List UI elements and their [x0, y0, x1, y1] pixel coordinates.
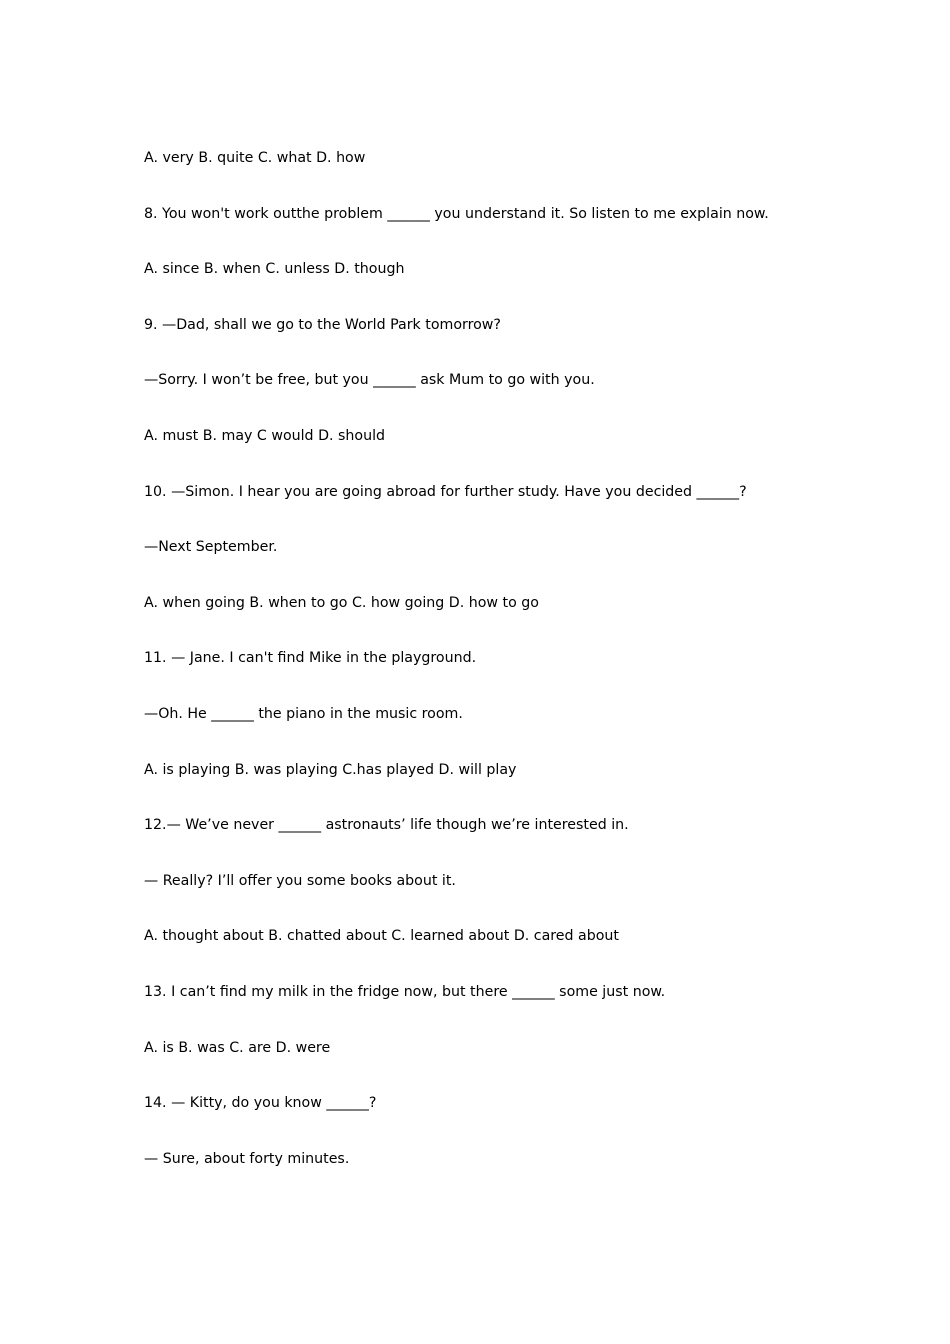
dialogue-line-q14: — Sure, about forty minutes.: [144, 1150, 350, 1167]
question-11: 11. — Jane. I can't find Mike in the playground.: [144, 650, 477, 667]
options-line-q7: A. very B. quite C. what D. how: [144, 150, 366, 166]
options-line-q8: A. since B. when C. unless D. though: [144, 261, 405, 278]
dialogue-line-q9: —Sorry. I won’t be free, but you ______ ask Mum to go with you.: [144, 372, 595, 389]
dialogue-line-q11: —Oh. He ______ the piano in the music room.: [144, 705, 463, 722]
options-line-q11: A. is playing B. was playing C.has played D. will play: [144, 761, 517, 778]
question-12: 12.— We’ve never ______ astronauts’ life though we’re interested in.: [144, 817, 629, 834]
options-line-q10: A. when going B. when to go C. how going D. how to go: [144, 594, 539, 611]
options-line-q12: A. thought about B. chatted about C. learned about D. cared about: [144, 928, 619, 945]
question-8: 8. You won't work outthe problem ______ you understand it. So listen to me explain now.: [144, 205, 769, 222]
dialogue-line-q10: —Next September.: [144, 539, 278, 556]
question-text-block: [144, 149, 864, 1205]
question-10: 10. —Simon. I hear you are going abroad for further study. Have you decided ______?: [144, 483, 747, 500]
question-9: 9. —Dad, shall we go to the World Park tomorrow?: [144, 316, 501, 333]
dialogue-line-q12: — Really? I’ll offer you some books about it.: [144, 872, 456, 889]
options-line-q13: A. is B. was C. are D. were: [144, 1039, 331, 1056]
question-13: 13. I can’t find my milk in the fridge now, but there ______ some just now.: [144, 983, 666, 1000]
options-line-q9: A. must B. may C would D. should: [144, 427, 386, 444]
question-14: 14. — Kitty, do you know ______?: [144, 1095, 377, 1112]
